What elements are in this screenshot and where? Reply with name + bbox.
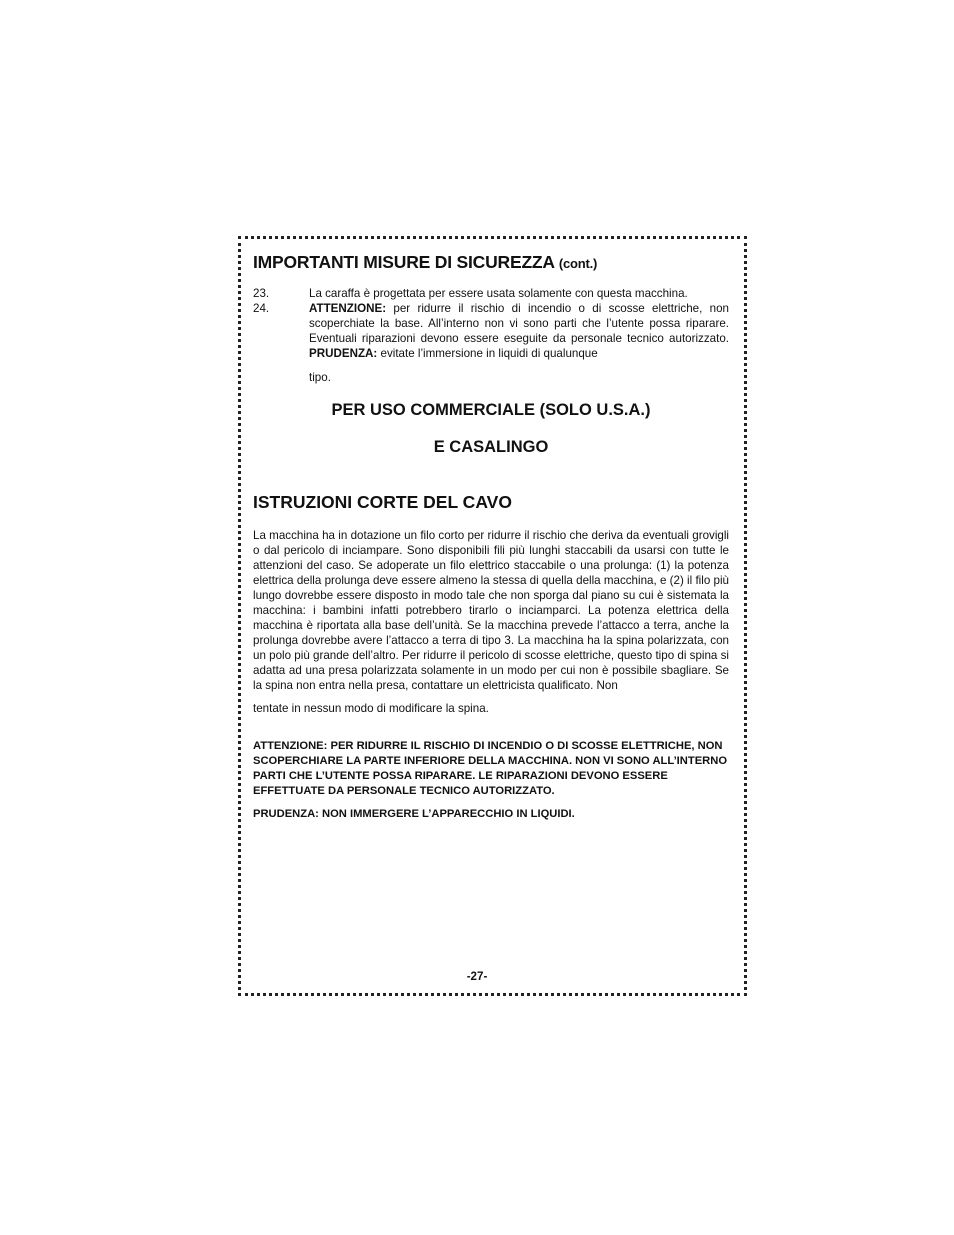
item-label-prudenza: PRUDENZA: <box>309 347 378 360</box>
cord-heading: ISTRUZIONI CORTE DEL CAVO <box>253 492 512 512</box>
safety-list <box>253 286 729 385</box>
caution-text: PRUDENZA: NON IMMERGERE L’APPARECCHIO IN LIQUIDI. <box>253 808 575 820</box>
commercial-heading-line2: E CASALINGO <box>433 438 549 456</box>
cord-paragraph-body: La macchina ha in dotazione un filo corto per ridurre il rischio che deriva da eventuali grovigli o dal pericolo di inciampare. Sono disponibili fili più lunghi staccabili da usarsi con tutte le attenzioni del caso. Se adoperate un filo elettrico staccabile o una prolunga: (1) la potenza elettrica della prolunga deve essere almeno la stessa di quella della macchina, e (2) il filo più lungo dovrebbe essere disposto in modo tale che non sporga dal piano su cui è sistemata la macchina: i bambini infatti potrebbero tirarlo o inciamparci. La potenza elettrica della macchina è riportata alla base dell’unità. Se la macchina prevede l’attacco a terra, anche la prolunga dovrebbe avere l’attacco a terra di tipo 3. La macchina ha la spina polarizzata, con un polo più grande dell’altro. Per ridurre il pericolo di scosse elettriche, questo tipo di spina si adatta ad una presa polarizzata solamente in un modo per cui non è possibile sbagliare. Se la spina non entra nella presa, contattare un elettricista qualificato. Non <box>253 529 729 692</box>
item-text <box>309 301 729 361</box>
item-body: per ridurre il rischio di incendio o di scosse elettriche, non scoperchiate la base. All’interno non vi sono parti che l’utente possa riparare. Eventuali riparazioni devono essere eseguite da personale tecnico autorizzato. <box>309 302 729 345</box>
page-number: -27- <box>466 970 488 983</box>
warning-text: ATTENZIONE: PER RIDURRE IL RISCHIO DI INCENDIO O DI SCOSSE ELETTRICHE, NON SCOPERCHIARE LA PARTE INFERIORE DELLA MACCHINA. NON VI SONO ALL’INTERNO PARTI CHE L’UTENTE POSSA RIPARARE. LE RIPARAZIONI DEVONO ESSERE EFFETTUATE DA PERSONALE TECNICO AUTORIZZATO. <box>253 740 728 797</box>
item-label-attenzione: ATTENZIONE: <box>309 302 387 315</box>
list-item <box>253 301 729 385</box>
item-number: 24. <box>253 302 270 315</box>
safety-heading-cont: (cont.) <box>558 256 598 271</box>
item-body-2: evitate l’immersione in liquidi di qualunque <box>377 347 598 360</box>
safety-heading <box>253 252 597 273</box>
list-item <box>253 286 729 301</box>
item-body-3: tipo. <box>309 371 331 384</box>
cord-paragraph-end: tentate in nessun modo di modificare la spina. <box>253 702 489 715</box>
commercial-heading-line1: PER USO COMMERCIALE (SOLO U.S.A.) <box>331 401 651 419</box>
safety-heading-title: IMPORTANTI MISURE DI SICUREZZA <box>253 252 555 272</box>
cord-paragraph <box>253 528 729 716</box>
item-number: 23. <box>253 287 270 300</box>
item-text: La caraffa è progettata per essere usata solamente con questa macchina. <box>309 287 688 300</box>
